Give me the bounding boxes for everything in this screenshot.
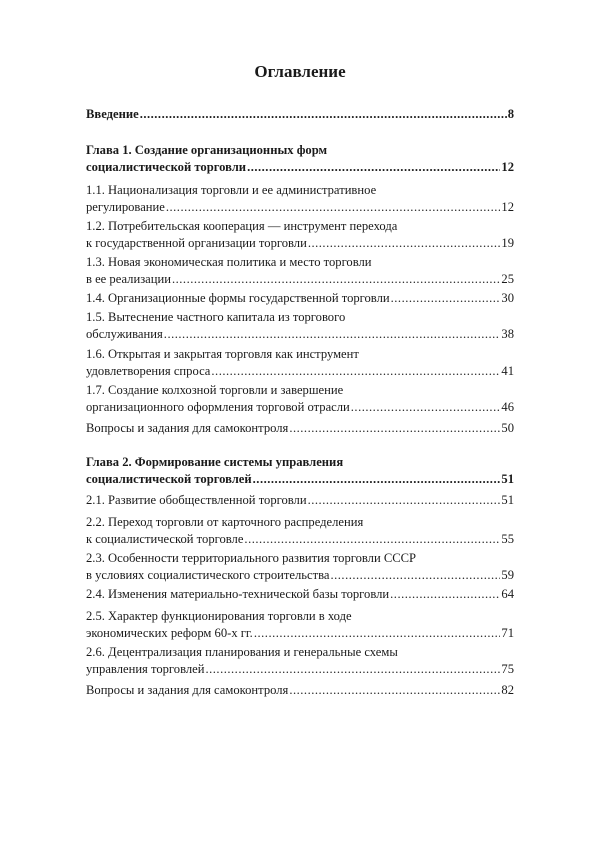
page-number: 19 xyxy=(501,236,514,250)
toc-entry xyxy=(86,644,514,678)
dot-leader xyxy=(205,661,500,678)
page-number: 51 xyxy=(501,493,514,507)
toc-entry-line: Вопросы и задания для самоконтроля xyxy=(86,683,289,697)
toc-entry xyxy=(86,290,514,307)
page-number: 8 xyxy=(507,107,514,121)
toc-entry-line: управления торговлей xyxy=(86,662,205,676)
dot-leader xyxy=(289,682,500,699)
page-number: 41 xyxy=(501,364,514,378)
toc-entry-line: экономических реформ 60-х гг. xyxy=(86,626,253,640)
toc-entry-line: 2.1. Развитие обобществленной торговли xyxy=(86,493,307,507)
toc-entry-line: организационного оформления торговой отрасли xyxy=(86,400,350,414)
dot-leader xyxy=(172,271,500,288)
page-number: 30 xyxy=(501,291,514,305)
toc-entry-leader-row xyxy=(86,235,514,252)
page-number: 12 xyxy=(501,160,514,174)
dot-leader xyxy=(247,159,500,176)
toc-entry xyxy=(86,142,514,176)
toc-entry-line: к государственной организации торговли xyxy=(86,236,307,250)
page-number: 59 xyxy=(501,568,514,582)
toc-entry xyxy=(86,254,514,288)
toc-entry-line: 2.5. Характер функционирования торговли в ходе xyxy=(86,609,352,623)
page-number: 82 xyxy=(501,683,514,697)
page-number: 64 xyxy=(501,587,514,601)
toc-entry-line: Глава 2. Формирование системы управления xyxy=(86,455,344,469)
dot-leader xyxy=(308,492,501,509)
dot-leader xyxy=(289,420,500,437)
page-number: 51 xyxy=(501,472,514,486)
toc-entry xyxy=(86,382,514,416)
toc-entry-leader-row xyxy=(86,661,514,678)
toc-entry-leader-row xyxy=(86,682,514,699)
dot-leader xyxy=(351,399,501,416)
toc-entry-leader-row xyxy=(86,271,514,288)
toc-entry-line: Введение xyxy=(86,107,139,121)
toc-entry-leader-row xyxy=(86,199,514,216)
toc-entry-line: 2.6. Децентрализация планирования и генеральные схемы xyxy=(86,645,398,659)
toc-entry-line: к социалистической торговле xyxy=(86,532,244,546)
toc-entry xyxy=(86,454,514,488)
dot-leader xyxy=(391,290,501,307)
page-number: 75 xyxy=(501,662,514,676)
toc-entry xyxy=(86,106,514,123)
toc-entry-leader-row xyxy=(86,471,514,488)
toc-entry xyxy=(86,420,514,437)
toc-entry xyxy=(86,682,514,699)
page-number: 55 xyxy=(501,532,514,546)
toc-entry-line: 1.2. Потребительская кооперация — инструмент перехода xyxy=(86,219,398,233)
page-number: 46 xyxy=(501,400,514,414)
dot-leader xyxy=(308,235,501,252)
dot-leader xyxy=(166,199,501,216)
toc-entry-line: социалистической торговлей xyxy=(86,472,252,486)
toc-entry-line: в условиях социалистического строительства xyxy=(86,568,330,582)
toc-entry xyxy=(86,309,514,343)
toc-entry-leader-row xyxy=(86,363,514,380)
page-number: 25 xyxy=(501,272,514,286)
toc-entry-line: в ее реализации xyxy=(86,272,171,286)
page-number: 12 xyxy=(501,200,514,214)
toc-entry-line: 1.7. Создание колхозной торговли и завершение xyxy=(86,383,344,397)
page-number: 38 xyxy=(501,327,514,341)
toc-entry xyxy=(86,182,514,216)
toc-entry-leader-row xyxy=(86,290,514,307)
dot-leader xyxy=(244,531,500,548)
toc-entry xyxy=(86,492,514,509)
toc-entry-line: 1.6. Открытая и закрытая торговля как инструмент xyxy=(86,347,359,361)
toc-entry-leader-row xyxy=(86,586,514,603)
toc-entry-leader-row xyxy=(86,567,514,584)
toc-entry-leader-row xyxy=(86,159,514,176)
toc-entry xyxy=(86,586,514,603)
toc-entry-leader-row xyxy=(86,420,514,437)
dot-leader xyxy=(254,625,501,642)
toc-entry xyxy=(86,608,514,642)
dot-leader xyxy=(211,363,500,380)
dot-leader xyxy=(164,326,501,343)
toc-entry-line: регулирование xyxy=(86,200,165,214)
toc-entry-leader-row xyxy=(86,492,514,509)
toc-entry-line: 1.5. Вытеснение частного капитала из торгового xyxy=(86,310,346,324)
toc-entry-leader-row xyxy=(86,106,514,123)
toc-entry-line: 1.3. Новая экономическая политика и место торговли xyxy=(86,255,372,269)
toc-entry-line: Глава 1. Создание организационных форм xyxy=(86,143,328,157)
toc-entry-line: Вопросы и задания для самоконтроля xyxy=(86,421,289,435)
toc-entry-line: удовлетворения спроса xyxy=(86,364,211,378)
toc-entry-line: обслуживания xyxy=(86,327,163,341)
toc-entry-line: 1.1. Национализация торговли и ее административное xyxy=(86,183,377,197)
dot-leader xyxy=(140,106,507,123)
toc-entry xyxy=(86,514,514,548)
toc-entry-line: 2.2. Переход торговли от карточного распределения xyxy=(86,515,364,529)
page-number: 71 xyxy=(501,626,514,640)
page-number: 50 xyxy=(501,421,514,435)
toc-entry-leader-row xyxy=(86,625,514,642)
toc-entry-leader-row xyxy=(86,326,514,343)
page-title: Оглавление xyxy=(254,62,346,81)
toc-entry-line: 2.3. Особенности территориального развития торговли СССР xyxy=(86,551,417,565)
toc-entry-line: 2.4. Изменения материально-технической базы торговли xyxy=(86,587,390,601)
toc-entry xyxy=(86,550,514,584)
dot-leader xyxy=(390,586,500,603)
toc-entry-leader-row xyxy=(86,531,514,548)
toc-entry-line: 1.4. Организационные формы государственной торговли xyxy=(86,291,390,305)
dot-leader xyxy=(330,567,500,584)
toc-entry xyxy=(86,346,514,380)
toc-entry-line: социалистической торговли xyxy=(86,160,247,174)
toc-entry xyxy=(86,218,514,252)
toc-entry-leader-row xyxy=(86,399,514,416)
dot-leader xyxy=(253,471,501,488)
